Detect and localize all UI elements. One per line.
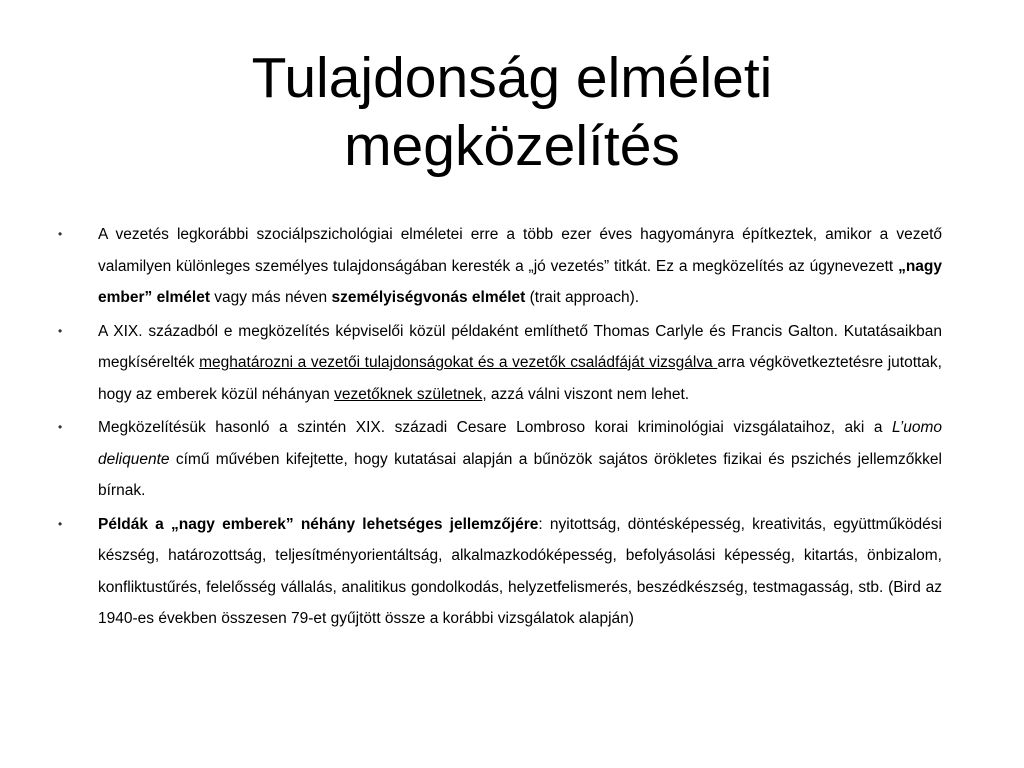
bullet-item-lombroso <box>58 412 942 507</box>
book-title: L’uomo deliquente <box>98 419 942 468</box>
bullet-text: (trait approach). <box>525 289 640 306</box>
slide-title-line-1: Tulajdonság elméleti <box>251 46 773 110</box>
bullet-text: A XIX. századból e megközelítés képviselői közül példaként említhető Thomas Carlyle és Francis Galton. Kutatásaikban megkísérelték <box>98 322 942 371</box>
bullet-item-traditional-theory <box>58 219 942 314</box>
bullet-point-icon: • <box>58 323 63 338</box>
bullet-point-icon: • <box>58 516 63 531</box>
bullet-text: arra végkövetkeztetésre jutottak, hogy az emberek közül néhányan <box>98 354 942 403</box>
bullet-text: : nyitottság, döntésképesség, kreativitás, együttműködési készség, határozottság, teljesítményorientáltság, alkalmazkodóképesség, befolyásolási képesség, kitartás, önbizalom, konfliktustűrés, felelősség vállalás, analitikus gondolkodás, helyzetfelismerés, beszédkészség, testmagasság, stb. (Bird az 1940-es években összesen 79-et gyűjtött össze a korábbi vizsgálatok alapján) <box>98 515 942 627</box>
bullet-text: vagy más néven <box>210 289 332 306</box>
trait-theory-term: személyiségvonás elmélet <box>331 289 526 306</box>
great-man-theory-term: „nagy ember” elmélet <box>98 257 942 306</box>
underlined-phrase: vezetőknek születnek <box>334 385 483 403</box>
bullet-item-examples <box>58 509 942 635</box>
bullet-text: című művében kifejtette, hogy kutatásai alapján a bűnözök sajátos örökletes fizikai és pszichés jellemzőkkel bírnak. <box>98 450 942 499</box>
underlined-phrase: meghatározni a vezetői tulajdonságokat és a vezetők családfáját vizsgálva <box>199 354 718 371</box>
slide-title <box>0 44 1024 180</box>
bullet-point-icon: • <box>58 227 63 241</box>
bullet-item-carlyle-galton <box>58 316 942 411</box>
slide-title-line-2: megközelítés <box>344 114 680 178</box>
bullet-text: A vezetés legkorábbi szociálpszichológiai elméletei erre a több ezer éves hagyományra építkeztek, amikor a vezető valamilyen különleges személyes tulajdonságában keresték a „jó vezetés” titkát. Ez a megközelítés az úgynevezett <box>98 226 942 275</box>
bullet-point-icon: • <box>58 420 63 434</box>
bullet-text: Megközelítésük hasonló a szintén XIX. századi Cesare Lombroso korai kriminológiai vizsgálataihoz, aki a <box>98 419 893 436</box>
bullet-text: , azzá válni viszont nem lehet. <box>482 385 690 403</box>
bullet-list <box>58 219 942 637</box>
examples-heading: Példák a „nagy emberek” néhány lehetséges jellemzőjére <box>98 515 539 533</box>
